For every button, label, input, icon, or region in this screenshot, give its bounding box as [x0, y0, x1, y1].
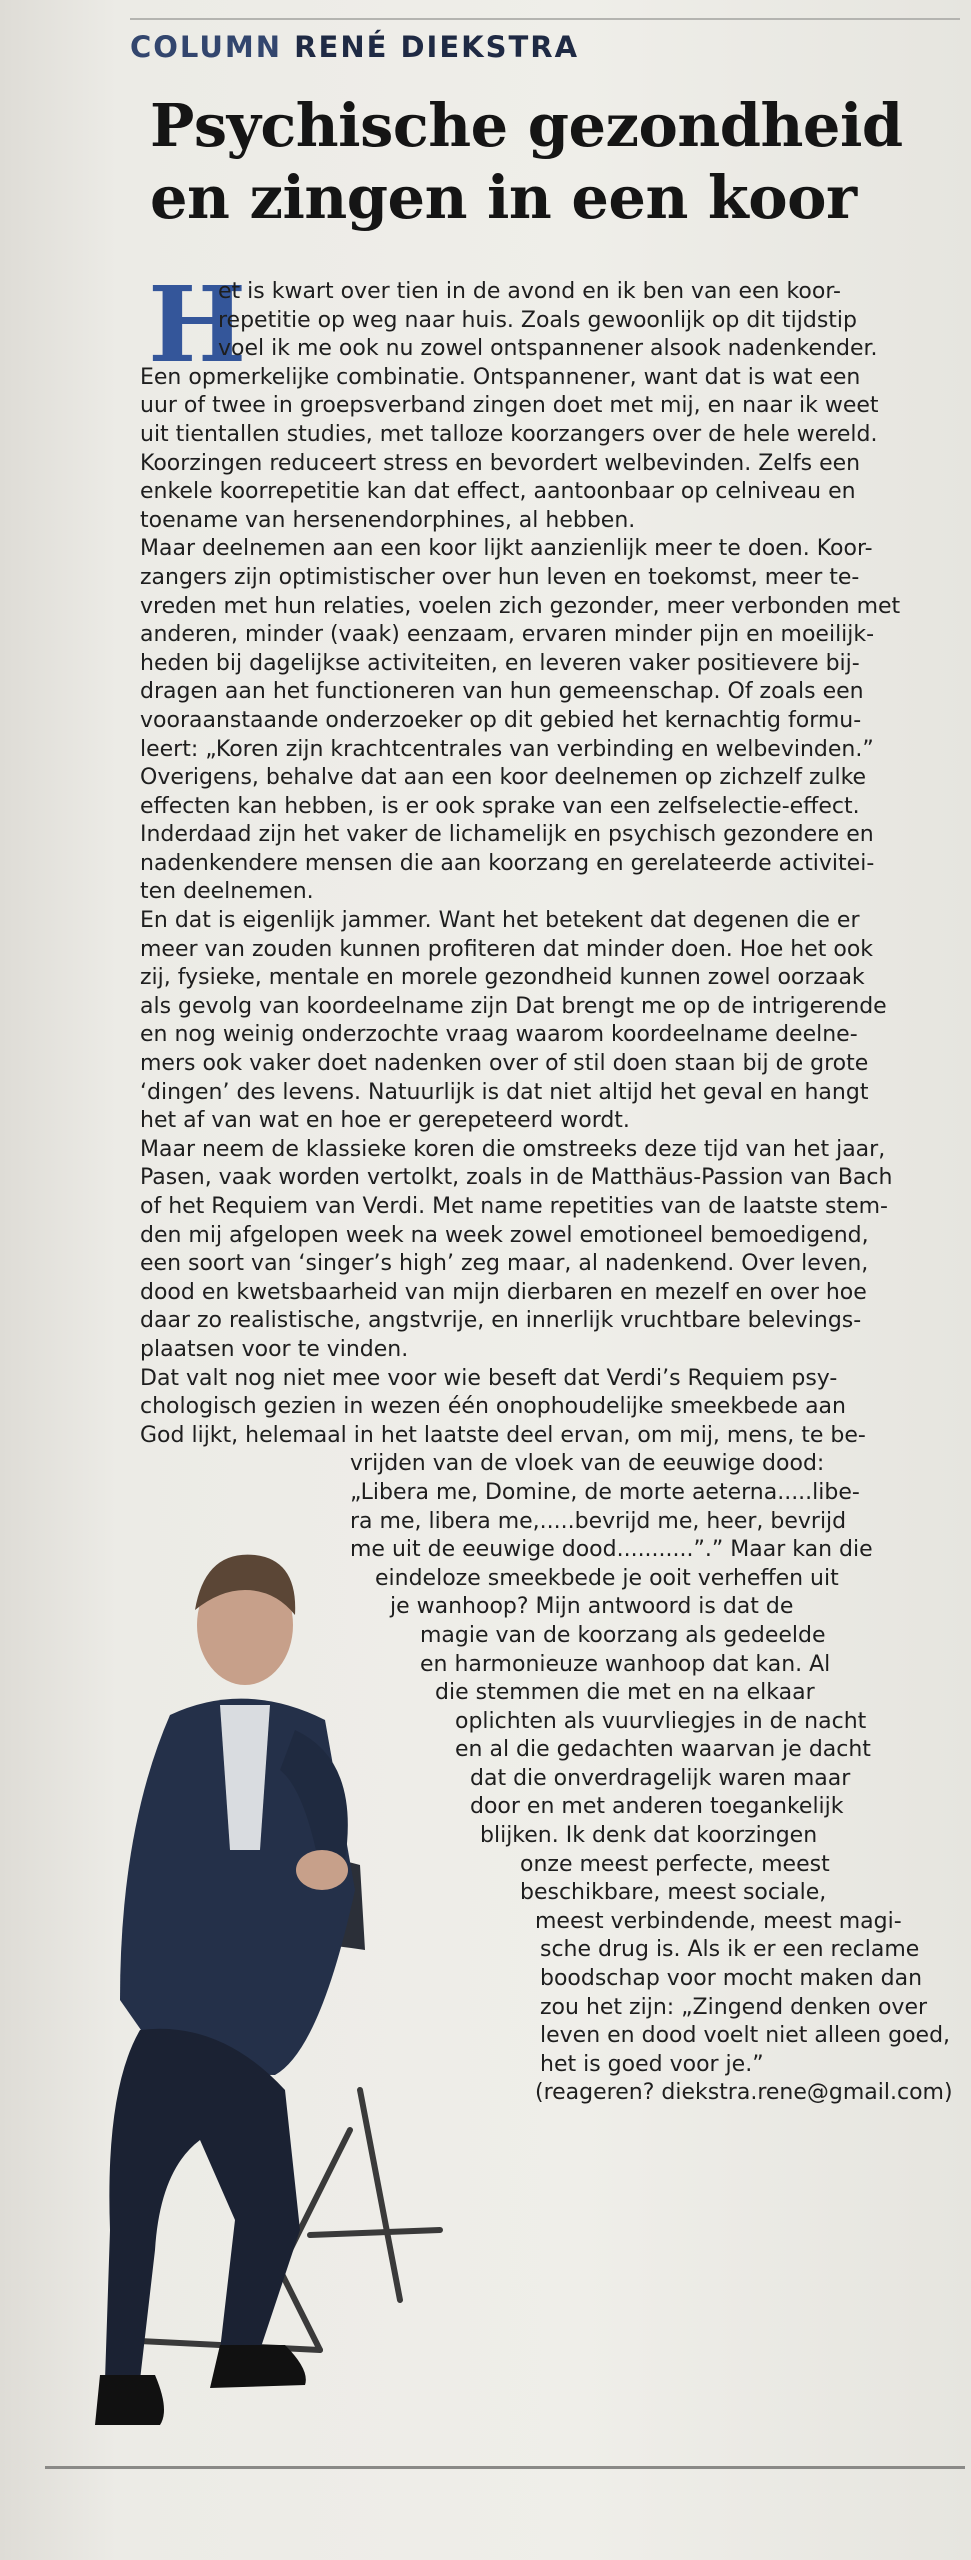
body-line: dragen aan het functioneren van hun gemeenschap. Of zoals een	[140, 679, 864, 705]
body-line: een soort van ‘singer’s high’ zeg maar, al nadenkend. Over leven,	[140, 1251, 869, 1277]
body-line: Overigens, behalve dat aan een koor deelnemen op zichzelf zulke	[140, 765, 867, 791]
body-line: daar zo realistische, angstvrije, en innerlijk vruchtbare belevings-	[140, 1308, 862, 1334]
body-line: heden bij dagelijkse activiteiten, en leveren vaker positievere bij-	[140, 650, 860, 676]
headline	[150, 90, 950, 234]
headline-line-1: Psychische gezondheid	[150, 91, 903, 160]
body-wrap-line: me uit de eeuwige dood...........”.” Maar kan die	[350, 1537, 873, 1563]
headline-line-2: en zingen in een koor	[150, 163, 857, 232]
body-wrap-line: dat die onverdragelijk waren maar	[470, 1765, 851, 1791]
body-wrap-line: meest verbindende, meest magi-	[535, 1908, 902, 1934]
body-wrap-line: het is goed voor je.”	[540, 2051, 764, 2077]
body-line: En dat is eigenlijk jammer. Want het betekent dat degenen die er	[140, 908, 860, 934]
bottom-rule	[45, 2466, 965, 2469]
body-line: plaatsen voor te vinden.	[140, 1336, 409, 1362]
body-line: vreden met hun relaties, voelen zich gezonder, meer verbonden met	[140, 593, 901, 619]
body-wrap-line: door en met anderen toegankelijk	[470, 1794, 844, 1820]
body-line: effecten kan hebben, is er ook sprake van een zelfselectie-effect.	[140, 793, 860, 819]
body-line: ten deelnemen.	[140, 879, 314, 905]
body-line: Pasen, vaak worden vertolkt, zoals in de Matthäus-Passion van Bach	[140, 1165, 893, 1191]
body-wrap-line: (reageren? diekstra.rene@gmail.com)	[535, 2080, 953, 2106]
body-line: ‘dingen’ des levens. Natuurlijk is dat niet altijd het geval en hangt	[140, 1079, 869, 1105]
body-line: mers ook vaker doet nadenken over of stil doen staan bij de grote	[140, 1051, 869, 1077]
kicker-author: RENÉ DIEKSTRA	[294, 30, 580, 64]
body-line: God lijkt, helemaal in het laatste deel ervan, om mij, mens, te be-	[140, 1422, 866, 1448]
body-line: leert: „Koren zijn krachtcentrales van verbinding en welbevinden.”	[140, 736, 874, 762]
body-line: Inderdaad zijn het vaker de lichamelijk en psychisch gezondere en	[140, 822, 874, 848]
body-wrap-line: en harmonieuze wanhoop dat kan. Al	[420, 1651, 831, 1677]
body-line: Maar neem de klassieke koren die omstreeks deze tijd van het jaar,	[140, 1136, 886, 1162]
body-line: dood en kwetsbaarheid van mijn dierbaren en mezelf en over hoe	[140, 1279, 867, 1305]
body-line: vooraanstaande onderzoeker op dit gebied het kernachtig formu-	[140, 707, 862, 733]
body-line: en nog weinig onderzochte vraag waarom koordeelname deelne-	[140, 1022, 858, 1048]
kicker-prefix: COLUMN	[130, 30, 283, 64]
author-trousers	[105, 2029, 300, 2380]
body-wrap-line: die stemmen die met en na elkaar	[435, 1680, 815, 1706]
body-wrap-line: ra me, libera me,.....bevrijd me, heer, bevrijd	[350, 1508, 847, 1534]
body-wrap-line: vrijden van de vloek van de eeuwige dood:	[350, 1451, 825, 1477]
body-line: voel ik me ook nu zowel ontspannener alsook nadenkender.	[218, 336, 878, 362]
body-wrap-line: en al die gedachten waarvan je dacht	[455, 1737, 871, 1763]
body-wrap-line: leven en dood voelt niet alleen goed,	[540, 2023, 951, 2049]
body-line: uur of twee in groepsverband zingen doet met mij, en naar ik weet	[140, 393, 879, 419]
body-line: meer van zouden kunnen profiteren dat minder doen. Hoe het ook	[140, 936, 874, 962]
body-line: zij, fysieke, mentale en morele gezondheid kunnen zowel oorzaak	[140, 965, 865, 991]
body-line: als gevolg van koordeelname zijn Dat brengt me op de intrigerende	[140, 993, 887, 1019]
body-line: chologisch gezien in wezen één onophoudelijke smeekbede aan	[140, 1394, 846, 1420]
body-line: et is kwart over tien in de avond en ik ben van een koor-	[218, 279, 841, 304]
body-line: Koorzingen reduceert stress en bevordert welbevinden. Zelfs een	[140, 450, 861, 476]
body-line: het af van wat en hoe er gerepeteerd wordt.	[140, 1108, 630, 1134]
author-photo	[60, 1530, 480, 2430]
body-wrap-line: oplichten als vuurvliegjes in de nacht	[455, 1708, 867, 1734]
body-wrap-line: blijken. Ik denk dat koorzingen	[480, 1823, 818, 1849]
body-wrap-line: sche drug is. Als ik er een reclame	[540, 1937, 920, 1963]
body-line: Maar deelnemen aan een koor lijkt aanzienlijk meer te doen. Koor-	[140, 536, 873, 562]
body-wrap-line: zou het zijn: „Zingend denken over	[540, 1994, 928, 2020]
body-line: den mij afgelopen week na week zowel emotioneel bemoedigend,	[140, 1222, 869, 1248]
body-line: anderen, minder (vaak) eenzaam, ervaren minder pijn en moeilijk-	[140, 622, 875, 648]
column-kicker	[130, 30, 579, 64]
drop-cap: H	[148, 263, 247, 386]
body-line: uit tientallen studies, met talloze koorzangers over de hele wereld.	[140, 421, 878, 447]
top-rule	[130, 18, 960, 20]
body-line: enkele koorrepetitie kan dat effect, aantoonbaar op celniveau en	[140, 479, 856, 505]
body-wrap-line: boodschap voor mocht maken dan	[540, 1966, 923, 1992]
body-wrap-line: eindeloze smeekbede je ooit verheffen uit	[375, 1565, 839, 1591]
body-line: repetitie op weg naar huis. Zoals gewoonlijk op dit tijdstip	[218, 307, 857, 333]
body-wrap-line: je wanhoop? Mijn antwoord is dat de	[390, 1594, 794, 1620]
body-wrap-line: onze meest perfecte, meest	[520, 1851, 830, 1877]
body-line: Een opmerkelijke combinatie. Ontspannener, want dat is wat een	[140, 364, 861, 390]
body-line: nadenkendere mensen die aan koorzang en gerelateerde activitei-	[140, 850, 875, 876]
body-line: zangers zijn optimistischer over hun leven en toekomst, meer te-	[140, 564, 860, 590]
body-line: Dat valt nog niet mee voor wie beseft dat Verdi’s Requiem psy-	[140, 1365, 838, 1391]
body-line: toename van hersenendorphines, al hebben.	[140, 507, 636, 533]
body-line: of het Requiem van Verdi. Met name repetities van de laatste stem-	[140, 1194, 888, 1219]
body-wrap-line: „Libera me, Domine, de morte aeterna.....libe-	[350, 1479, 860, 1505]
body-wrap-line: beschikbare, meest sociale,	[520, 1880, 827, 1906]
body-wrap-line: magie van de koorzang als gedeelde	[420, 1622, 826, 1648]
